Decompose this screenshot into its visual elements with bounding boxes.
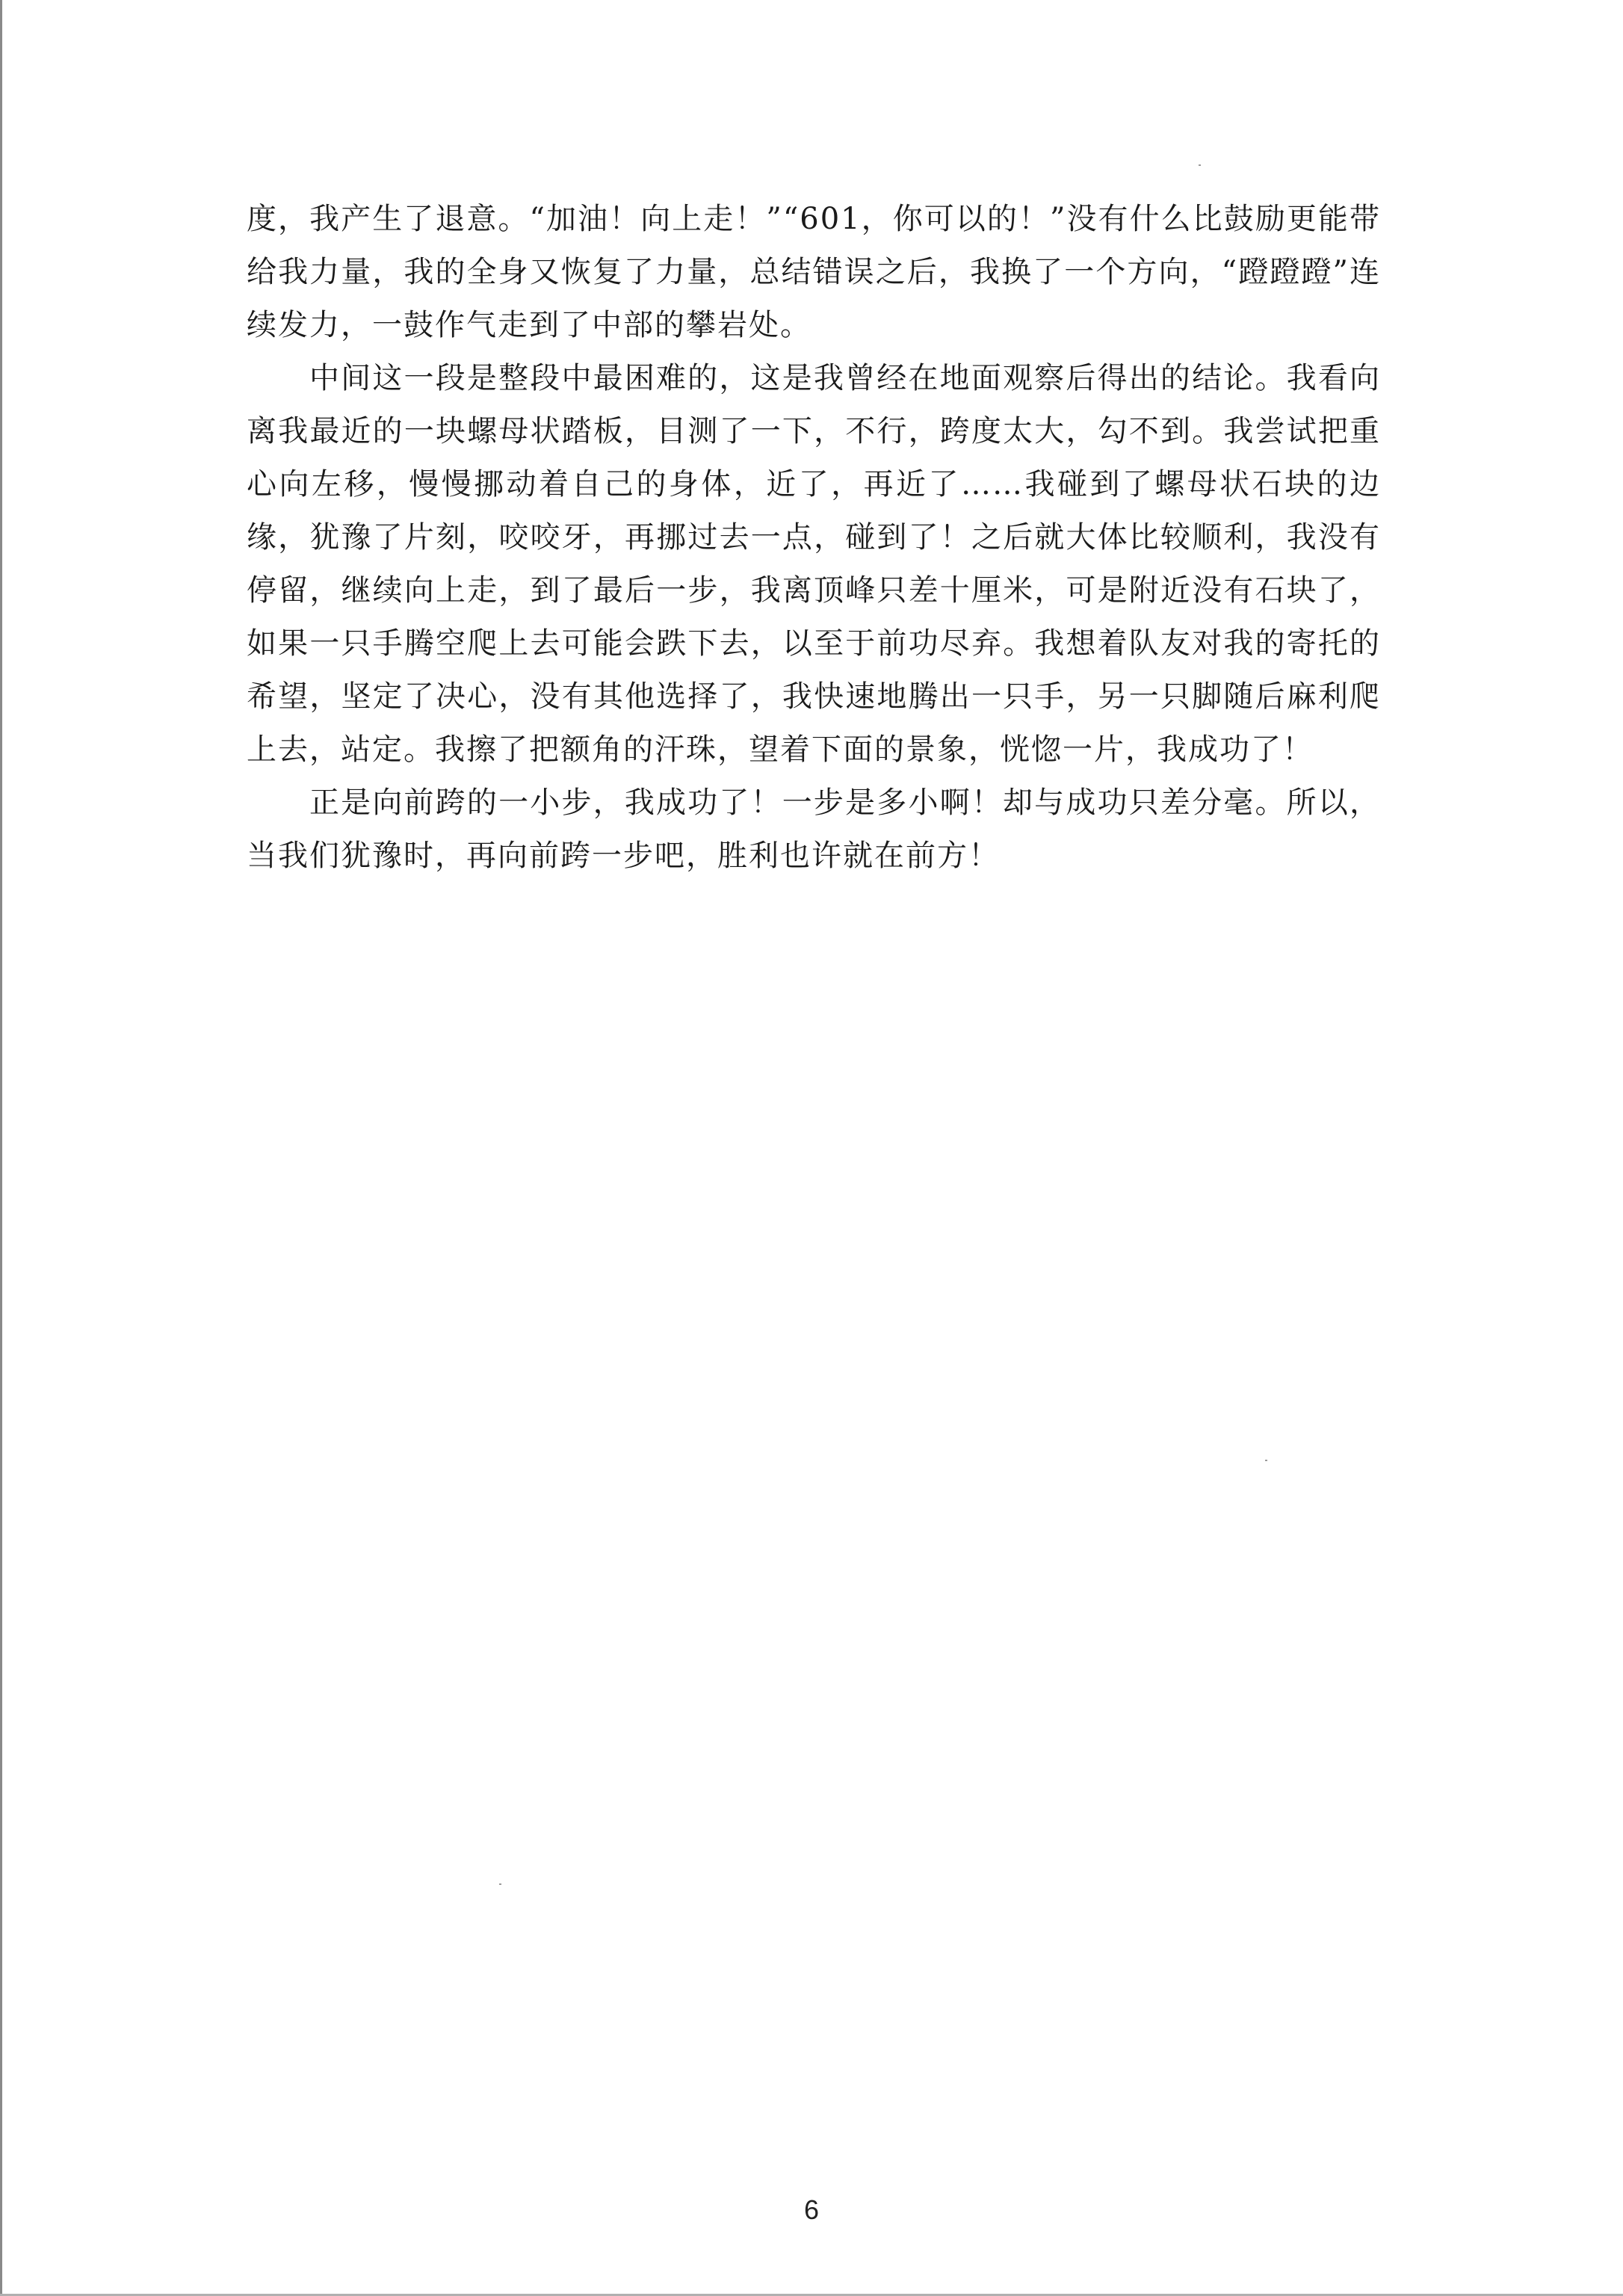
scan-speck xyxy=(499,1883,501,1885)
document-body xyxy=(247,193,1381,883)
page-number: 6 xyxy=(803,2194,820,2225)
scan-speck xyxy=(1199,164,1201,166)
paragraph-continued: 度，我产生了退意。“加油！向上走！”“601，你可以的！”没有什么比鼓励更能带给我力量，我的全身又恢复了力量，总结错误之后，我换了一个方向，“蹬蹬蹬”连续发力，一鼓作气走到了中部的攀岩处。 xyxy=(247,202,1381,342)
scan-page-edge xyxy=(0,0,2,2296)
paragraph-climb-middle: 中间这一段是整段中最困难的，这是我曾经在地面观察后得出的结论。我看向离我最近的一块螺母状踏板，目测了一下，不行，跨度太大，勾不到。我尝试把重心向左移，慢慢挪动着自己的身体，近了，再近了……我碰到了螺母状石块的边缘，犹豫了片刻，咬咬牙，再挪过去一点，碰到了！之后就大体比较顺利，我没有停留，继续向上走，到了最后一步，我离顶峰只差十厘米，可是附近没有石块了，如果一只手腾空爬上去可能会跌下去，以至于前功尽弃。我想着队友对我的寄托的希望，坚定了决心，没有其他选择了，我快速地腾出一只手，另一只脚随后麻利爬上去，站定。我擦了把额角的汗珠，望着下面的景象，恍惚一片，我成功了！ xyxy=(247,361,1381,767)
paragraph-conclusion: 正是向前跨的一小步，我成功了！一步是多小啊！却与成功只差分毫。所以，当我们犹豫时，再向前跨一步吧，胜利也许就在前方！ xyxy=(247,786,1381,873)
scan-speck xyxy=(1265,1460,1267,1461)
